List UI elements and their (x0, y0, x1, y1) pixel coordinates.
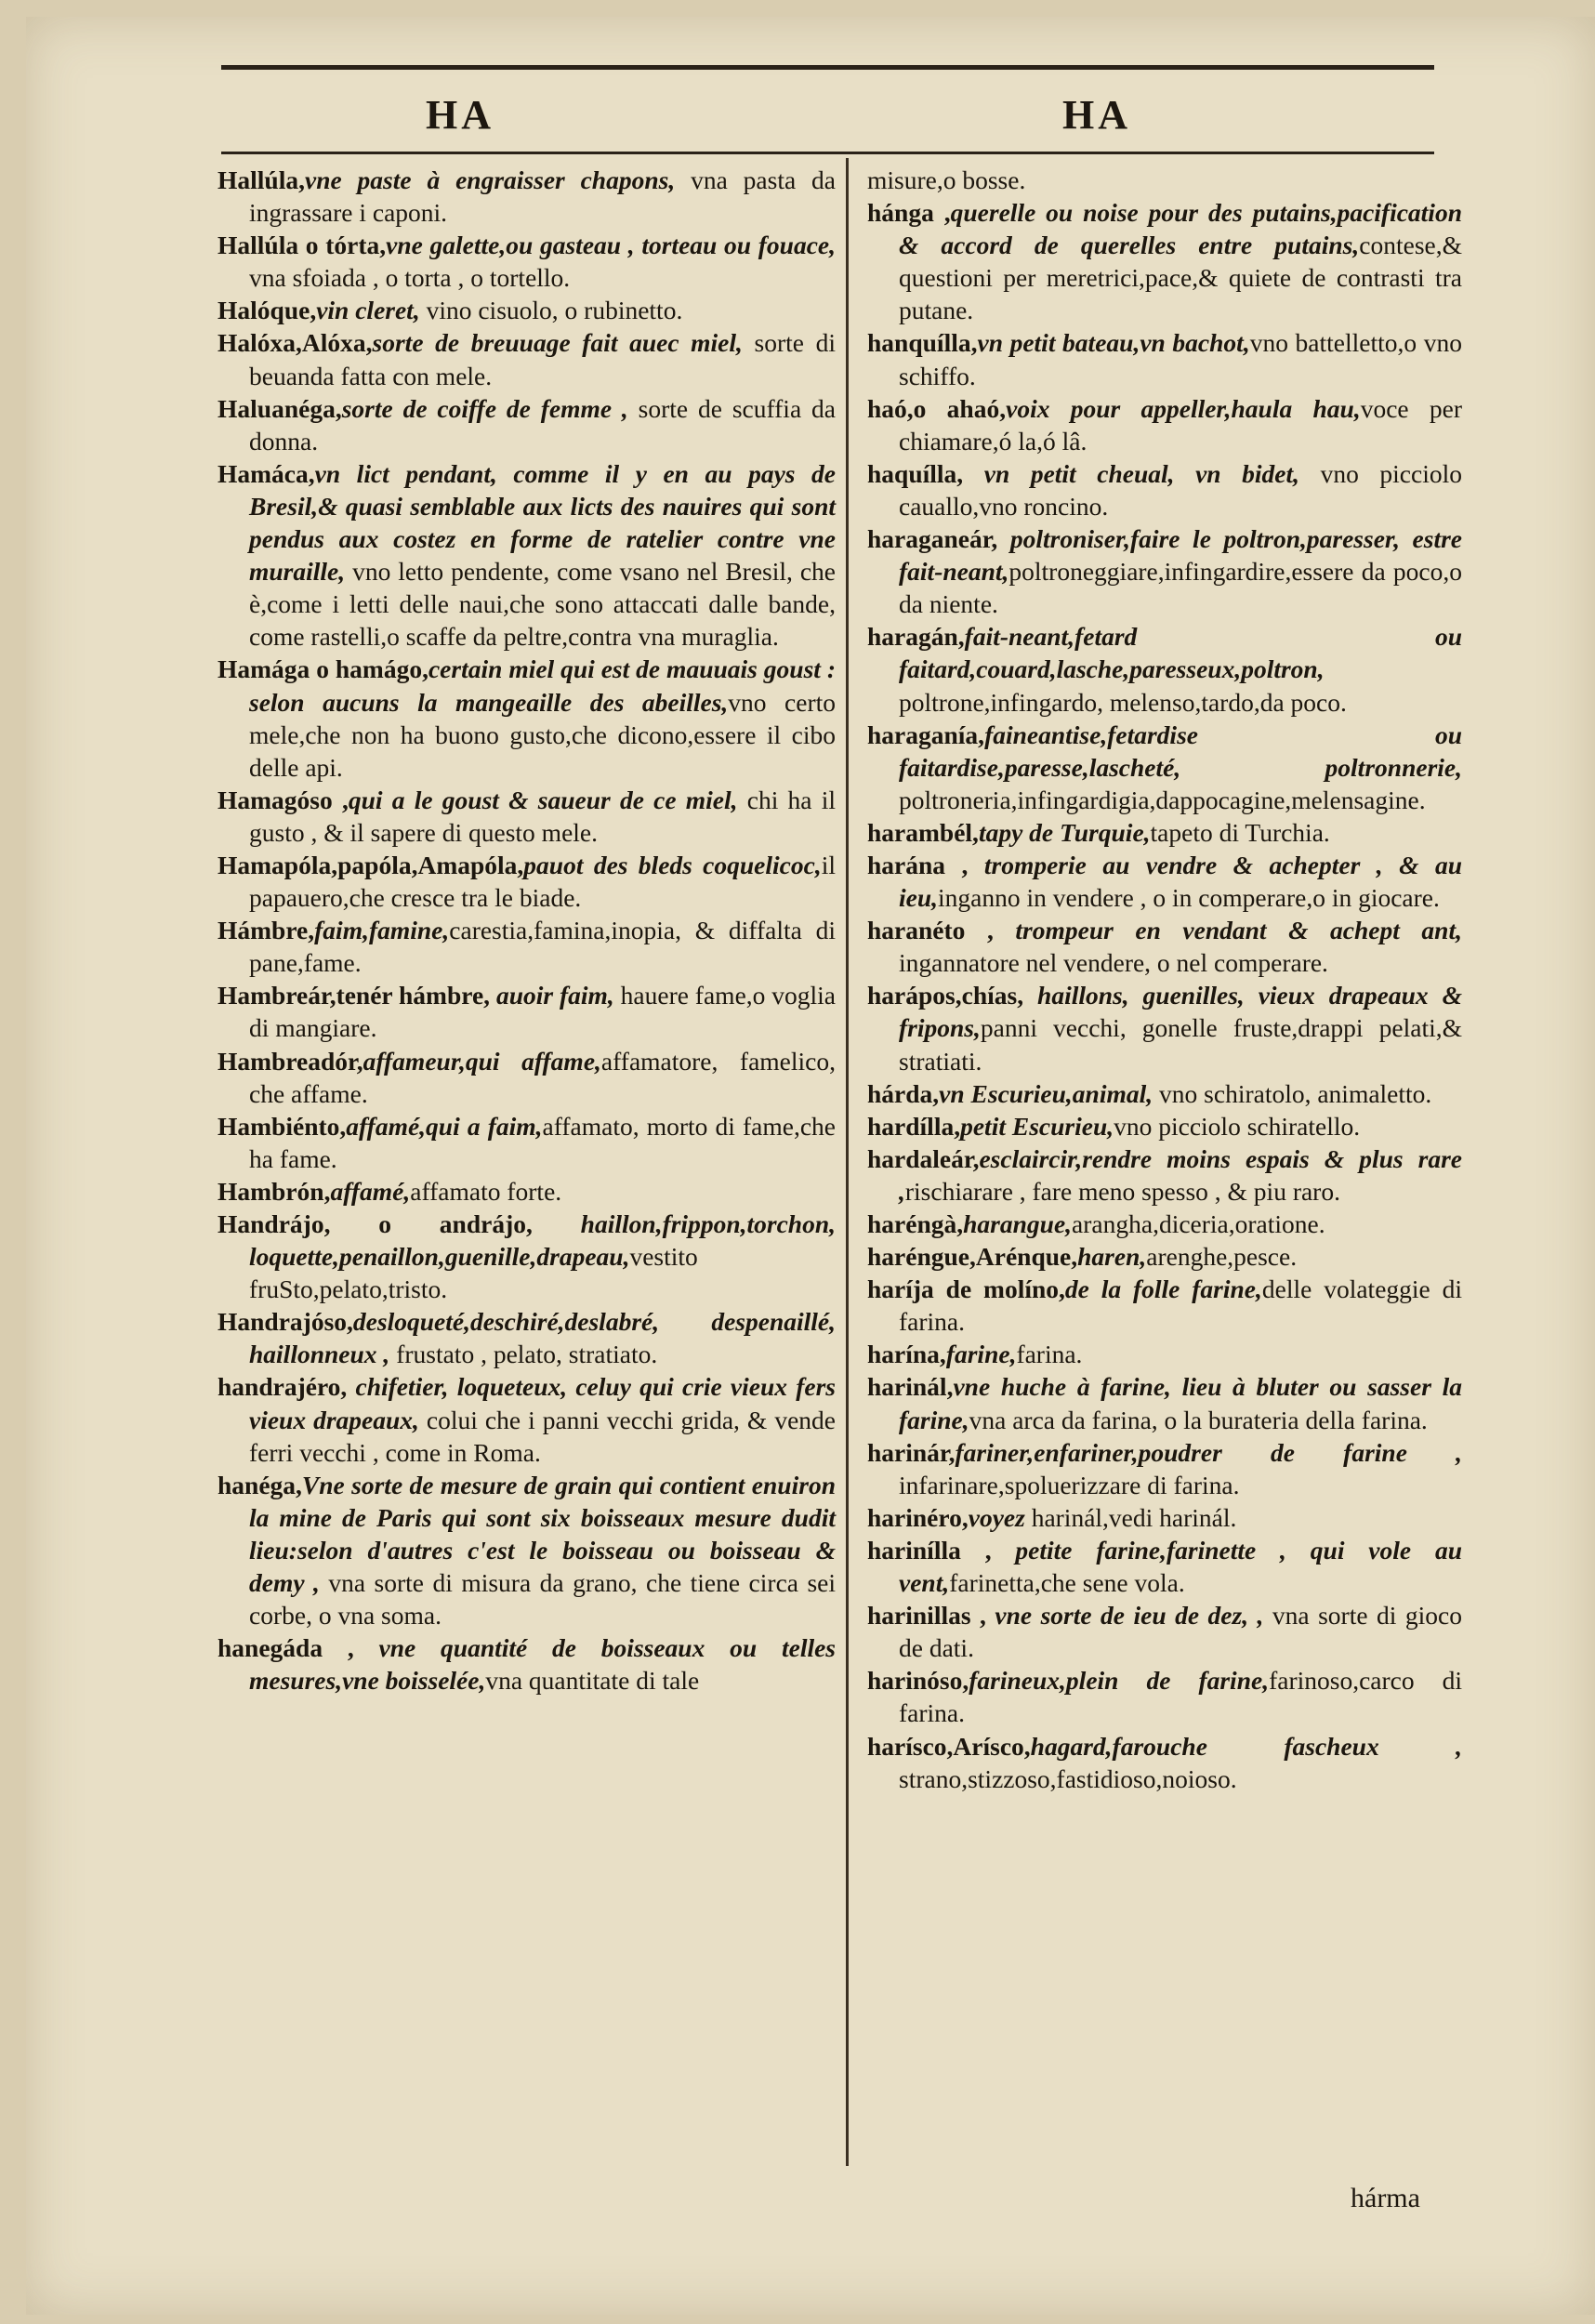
dictionary-entry: hanéga,Vne sorte de mesure de grain qui contient enuiron la mine de Paris qui sont six boisseaux mesure dudit lieu:selon d'autres c'est le boisseau ou boisseau & demy , vna sorte di misura da grano, che tiene circa sei corbe, o vna soma. (218, 1470, 836, 1631)
dictionary-entry: Hamáca,vn lict pendant, comme il y en au pays de Bresil,& quasi semblable aux licts des nauires qui sont pendus aux costez en forme de ratelier contre vne muraille, vno letto pendente, come vsano nel Bresil, che è,come i letti delle naui,che sono attaccati dalle bande, come rastelli,o scaffe da peltre,contra vna muraglia. (218, 458, 836, 652)
catchword: hárma (1351, 2183, 1420, 2213)
dictionary-entry: Hámbre,faim,famine,carestia,famina,inopia, & diffalta di pane,fame. (218, 916, 836, 978)
dictionary-entry: Hambreár,tenér hámbre, auoir faim, hauere fame,o voglia di mangiare. (218, 981, 837, 1043)
dictionary-entry: hardílla,petit Escurieu,vno picciolo schiratello. (867, 1111, 1361, 1141)
book-page (26, 17, 1595, 2315)
dictionary-entry: Hambiénto,affamé,qui a faim,affamato, morto di fame,che ha fame. (218, 1111, 836, 1173)
dictionary-entry: harambél,tapy de Turquie,tapeto di Turchia. (867, 817, 1330, 847)
dictionary-entry: harinílla , petite farine,farinette , qui vole au vent,farinetta,che sene vola. (867, 1535, 1462, 1598)
dictionary-entry: handrajéro, chifetier, loqueteux, celuy qui crie vieux fers vieux drapeaux, colui che i panni vecchi grida, & vende ferri vecchi , come in Roma. (218, 1372, 836, 1467)
dictionary-entry: harána , tromperie au vendre & achepter , & au ieu,inganno in vendere , o in comperare,o in giocare. (867, 850, 1462, 913)
dictionary-entry: Hambreadór,affameur,qui affame,affamatore, famelico, che affame. (218, 1046, 837, 1108)
dictionary-entry: Hallúla o tórta,vne galette,ou gasteau , torteau ou fouace, vna sfoiada , o torta , o tortello. (218, 231, 836, 293)
dictionary-entry: hárda,vn Escurieu,animal, vno schiratolo, animaletto. (867, 1078, 1432, 1108)
dictionary-entry: haranéto , trompeur en vendant & achept ant, ingannatore nel vendere, o nel comperare. (867, 916, 1462, 978)
dictionary-entry: harinár,fariner,enfariner,poudrer de farine , infarinare,spoluerizzare di farina. (867, 1437, 1462, 1499)
header-rule (221, 152, 1434, 154)
left-column (218, 164, 836, 1697)
dictionary-entry: harinillas , vne sorte de ieu de dez, , vna sorte di gioco de dati. (867, 1601, 1462, 1663)
dictionary-entry: Hamagóso ,qui a le goust & saueur de ce miel, chi ha il gusto , & il sapere di questo mele. (218, 785, 837, 847)
dictionary-entry: harísco,Arísco,hagard,farouche fascheux , strano,stizzoso,fastidioso,noioso. (867, 1731, 1462, 1793)
top-rule (221, 65, 1434, 70)
dictionary-entry: harinóso,farineux,plein de farine,farinoso,carco di farina. (867, 1666, 1462, 1728)
dictionary-entry: haó,o ahaó,voix pour appeller,haula hau,voce per chiamare,ó la,ó lâ. (867, 393, 1462, 456)
dictionary-entry: haréngue,Arénque,haren,arenghe,pesce. (867, 1242, 1298, 1272)
dictionary-entry: misure,o bosse. (867, 165, 1026, 194)
dictionary-entry: haríja de molíno,de la folle farine,delle volateggie di farina. (867, 1274, 1463, 1337)
dictionary-entry: Halóque,vin cleret, vino cisuolo, o rubinetto. (218, 296, 683, 325)
dictionary-entry: hanquílla,vn petit bateau,vn bachot,vno battelletto,o vno schiffo. (867, 328, 1462, 390)
dictionary-entry: Haluanéga,sorte de coiffe de femme , sorte de scuffia da donna. (218, 393, 836, 456)
dictionary-entry: harinéro,voyez harinál,vedi harinál. (867, 1502, 1237, 1532)
dictionary-entry: Hamapóla,papóla,Amapóla,pauot des bleds coquelicoc,il papauero,che cresce tra le biade. (218, 850, 836, 913)
dictionary-entry: hánga ,querelle ou noise pour des putains,pacification & accord de querelles entre putains,contese,& questioni per meretrici,pace,& quiete de contrasti tra putane. (867, 198, 1462, 325)
dictionary-entry: Handrajóso,desloqueté,deschiré,deslabré, despenaillé, haillonneux , frustato , pelato, stratiato. (218, 1307, 836, 1369)
dictionary-entry: Hambrón,affamé,affamato forte. (218, 1176, 562, 1206)
dictionary-entry: haraganeár, poltroniser,faire le poltron,paresser, estre fait-neant,poltroneggiare,infingardire,essere da poco,o da niente. (867, 524, 1462, 619)
dictionary-entry: haragán,fait-neant,fetard ou faitard,couard,lasche,paresseux,poltron, poltrone,infingardo, melenso,tardo,da poco. (867, 622, 1462, 717)
dictionary-entry: Hamága o hamágo,certain miel qui est de mauuais goust : selon aucuns la mangeaille des abeilles,vno certo mele,che non ha buono gusto,che dicono,essere il cibo delle api. (218, 654, 837, 782)
dictionary-entry: haréngà,harangue,arangha,diceria,oratione. (867, 1209, 1325, 1238)
right-column (867, 164, 1462, 1795)
dictionary-entry: harinál,vne huche à farine, lieu à bluter ou sasser la farine,vna arca da farina, o la burateria della farina. (867, 1372, 1462, 1434)
dictionary-entry: hanegáda , vne quantité de boisseaux ou telles mesures,vne boisselée,vna quantitate di tale (218, 1633, 837, 1696)
dictionary-entry: haquílla, vn petit cheual, vn bidet, vno picciolo cauallo,vno roncino. (867, 458, 1462, 521)
dictionary-entry: haraganía,faineantise,fetardise ou faitardise,paresse,lascheté, poltronnerie, poltroneria,infingardigia,dappocagine,melensagine. (867, 720, 1462, 814)
dictionary-entry: harápos,chías, haillons, guenilles, vieux drapeaux & fripons,panni vecchi, gonelle fruste,drappi pelati,& stratiati. (867, 981, 1462, 1076)
dictionary-entry: Handrájo, o andrájo, haillon,frippon,torchon, loquette,penaillon,guenille,drapeau,vestito fruSto,pelato,tristo. (218, 1209, 836, 1304)
running-head-left: HA (426, 92, 494, 138)
dictionary-entry: harína,farine,farina. (867, 1340, 1083, 1369)
column-divider (846, 158, 849, 2166)
running-head-right: HA (1062, 92, 1131, 138)
dictionary-entry: Halóxa,Alóxa,sorte de breuuage fait auec miel, sorte di beuanda fatta con mele. (218, 328, 836, 390)
dictionary-entry: hardaleár,esclaircir,rendre moins espais & plus rare ,rischiarare , fare meno spesso , & piu raro. (867, 1143, 1462, 1206)
dictionary-entry: Hallúla,vne paste à engraisser chapons, vna pasta da ingrassare i caponi. (218, 165, 836, 228)
